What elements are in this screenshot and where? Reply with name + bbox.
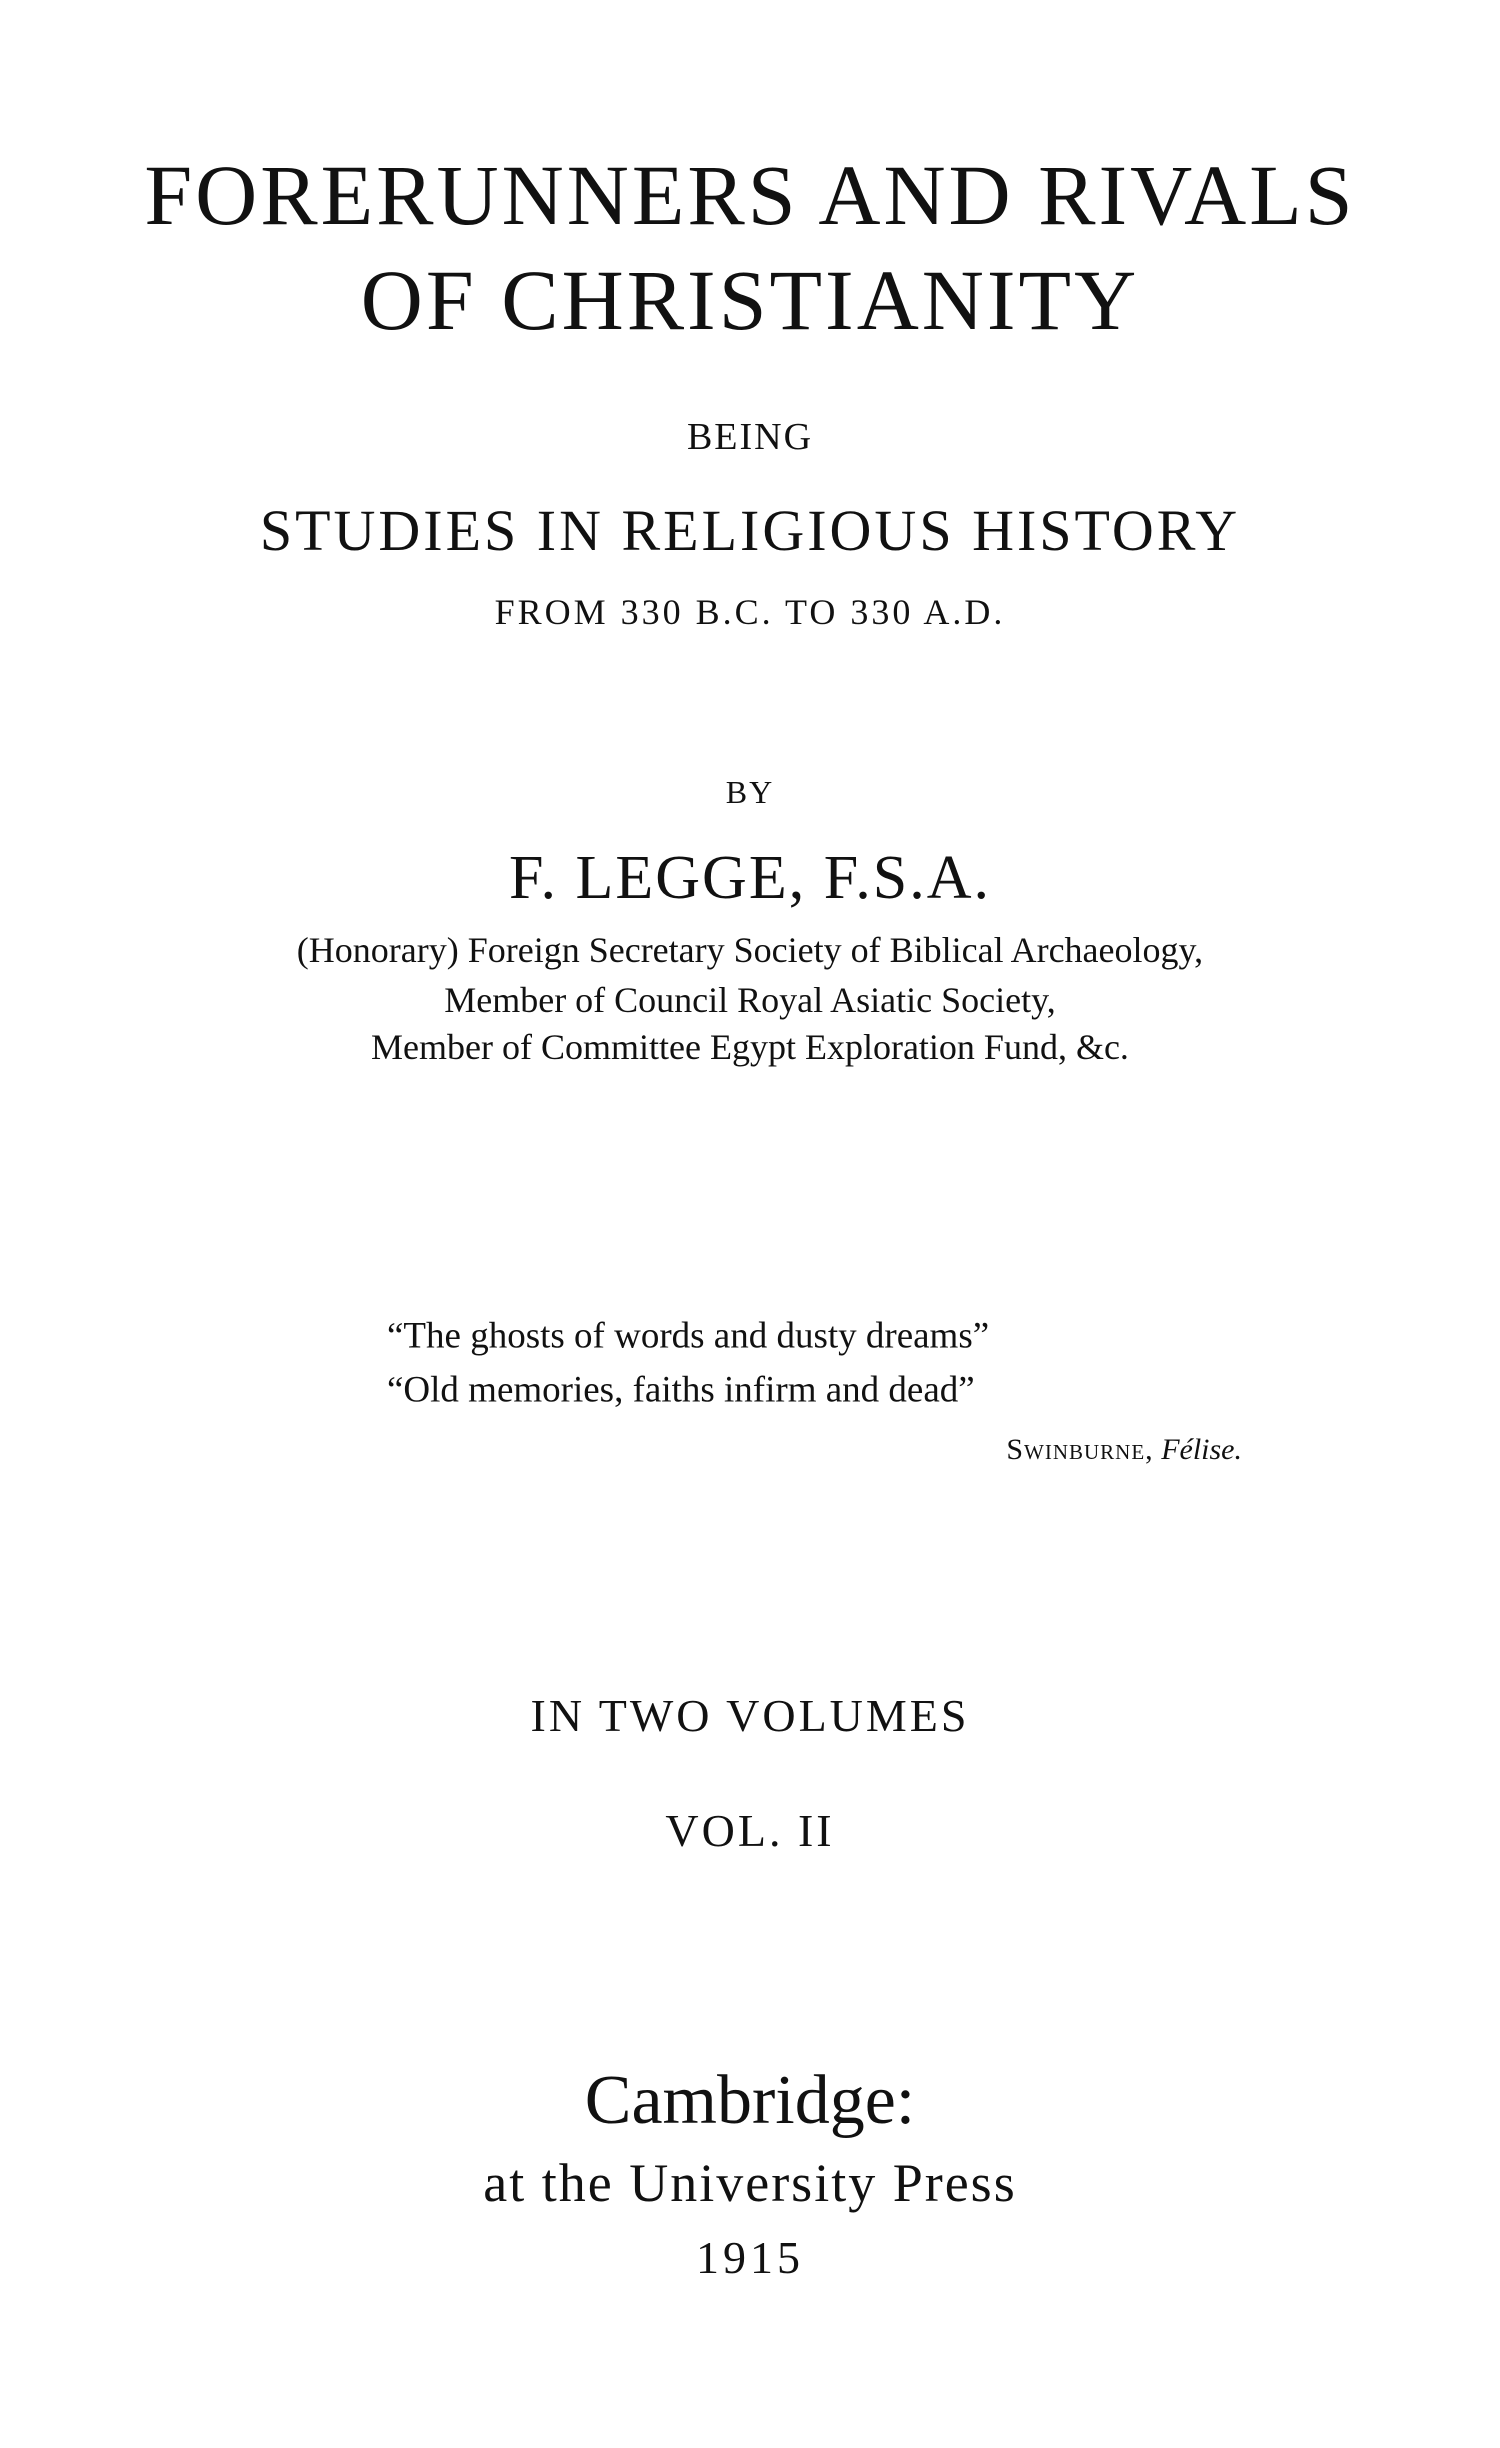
title-line-1: FORERUNNERS AND RIVALS (144, 147, 1356, 243)
imprint-publisher: at the University Press (483, 2153, 1017, 2213)
imprint-year: 1915 (696, 2232, 804, 2283)
title-line-2: OF CHRISTIANITY (360, 252, 1140, 348)
epigraph-author: Swinburne, (1006, 1433, 1154, 1466)
author-name: F. LEGGE, F.S.A. (509, 844, 991, 912)
byline-by: BY (725, 774, 775, 810)
epigraph-attribution (1006, 1435, 1242, 1465)
subtitle-being: BEING (686, 416, 814, 458)
affiliation-line: (Honorary) Foreign Secretary Society of Biblical Archaeology, (296, 930, 1204, 970)
subtitle-dates: FROM 330 B.C. TO 330 A.D. (494, 592, 1006, 632)
epigraph-line: “Old memories, faiths infirm and dead” (387, 1369, 975, 1411)
epigraph-work: Félise. (1161, 1433, 1242, 1466)
volume-number: VOL. II (665, 1805, 835, 1856)
subtitle-main: STUDIES IN RELIGIOUS HISTORY (259, 498, 1241, 563)
volumes-note: IN TWO VOLUMES (530, 1690, 970, 1741)
affiliation-line: Member of Committee Egypt Exploration Fund, &c. (371, 1027, 1129, 1067)
imprint-place: Cambridge: (584, 2062, 916, 2139)
affiliation-line: Member of Council Royal Asiatic Society, (444, 980, 1056, 1020)
epigraph-line: “The ghosts of words and dusty dreams” (387, 1315, 990, 1357)
